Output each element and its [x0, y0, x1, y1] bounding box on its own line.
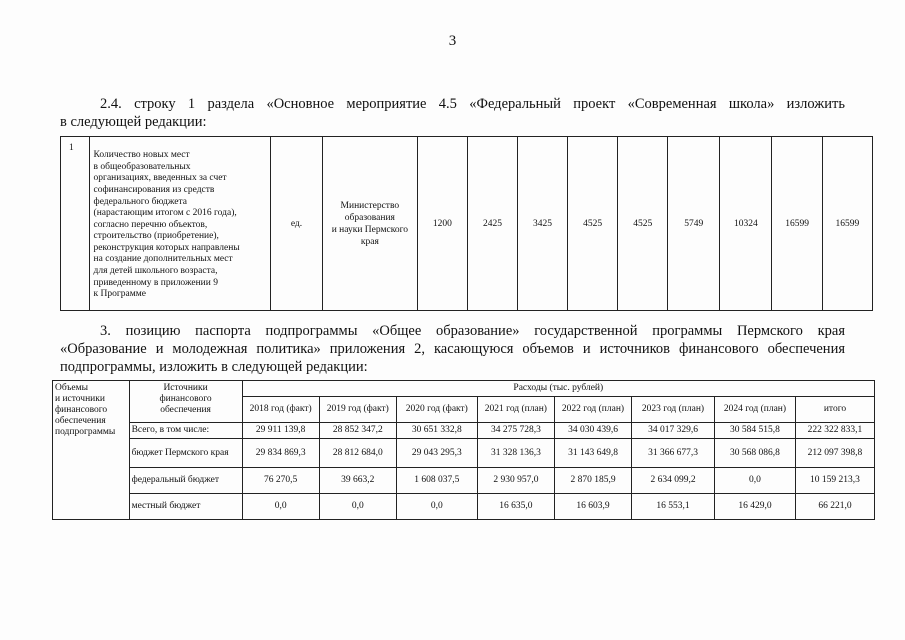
desc-line: организациях, введенных за счет	[93, 173, 227, 184]
row-number: 1	[61, 137, 90, 311]
financing-table	[52, 380, 875, 520]
table-row	[53, 494, 875, 520]
value-cell: 16599	[822, 137, 872, 311]
value-cell: 29 834 869,3	[242, 439, 319, 468]
label-line: Объемы	[55, 383, 88, 393]
value-cell: 222 322 833,1	[795, 423, 874, 439]
value-cell: 34 017 329,6	[632, 423, 715, 439]
desc-line: федерального бюджета	[93, 196, 188, 207]
value-cell: 28 852 347,2	[319, 423, 396, 439]
goal-indicator-table	[60, 136, 873, 311]
value-cell: 34 030 439,6	[554, 423, 631, 439]
value-cell: 2425	[467, 137, 517, 311]
value-cell: 2 930 957,0	[477, 468, 554, 494]
value-cell: 34 275 728,3	[477, 423, 554, 439]
table-row	[61, 137, 873, 311]
source-cell: бюджет Пермского края	[129, 439, 242, 468]
section-2-4-text	[60, 95, 845, 131]
desc-line: для детей школьного возраста,	[93, 266, 218, 277]
year-header: 2020 год (факт)	[396, 397, 477, 423]
source-cell: федеральный бюджет	[129, 468, 242, 494]
value-cell: 39 663,2	[319, 468, 396, 494]
year-header: 2024 год (план)	[714, 397, 795, 423]
financing-label-cell	[53, 381, 130, 520]
value-cell: 10 159 213,3	[795, 468, 874, 494]
desc-line: на создание дополнительных мест	[93, 254, 233, 265]
desc-line: софинансирования из средств	[93, 184, 215, 195]
page-number: 3	[448, 33, 457, 49]
value-cell: 30 584 515,8	[714, 423, 795, 439]
section-3-line-2: «Образование и молодежная политика» приложения 2, касающуюся объемов и источников финансового обеспечения	[60, 341, 845, 357]
section-2-4-line-1: 2.4. строку 1 раздела «Основное мероприятие 4.5 «Федеральный проект «Современная школа» изложить	[100, 96, 845, 112]
value-cell: 29 043 295,3	[396, 439, 477, 468]
value-cell: 0,0	[396, 494, 477, 520]
value-cell: 5749	[668, 137, 720, 311]
value-cell: 0,0	[242, 494, 319, 520]
value-cell: 16599	[772, 137, 822, 311]
value-cell: 0,0	[714, 468, 795, 494]
value-cell: 31 143 649,8	[554, 439, 631, 468]
value-cell: 3425	[518, 137, 568, 311]
year-header: 2023 год (план)	[632, 397, 715, 423]
value-cell: 4525	[568, 137, 618, 311]
executor-line: края	[360, 236, 379, 247]
desc-line: Количество новых мест	[93, 150, 190, 161]
value-cell: 1200	[417, 137, 467, 311]
label-line: обеспечения	[55, 416, 106, 426]
expenses-header: Расходы (тыс. рублей)	[242, 381, 874, 397]
value-cell: 10324	[720, 137, 772, 311]
value-cell: 28 812 684,0	[319, 439, 396, 468]
unit-cell: ед.	[271, 137, 323, 311]
section-3-line-3: подпрограммы, изложить в следующей редакции:	[60, 359, 368, 375]
year-header: итого	[795, 397, 874, 423]
desc-line: реконструкция которых направлены	[93, 242, 240, 253]
sources-header	[129, 381, 242, 423]
executor-line: Министерство	[340, 200, 400, 211]
header-line: финансового	[159, 394, 212, 404]
value-cell: 2 634 099,2	[632, 468, 715, 494]
table-row	[53, 468, 875, 494]
year-header: 2021 год (план)	[477, 397, 554, 423]
value-cell: 16 429,0	[714, 494, 795, 520]
executor-cell	[322, 137, 417, 311]
year-header: 2019 год (факт)	[319, 397, 396, 423]
value-cell: 66 221,0	[795, 494, 874, 520]
desc-line: согласно перечню объектов,	[93, 219, 208, 230]
executor-line: образования	[344, 212, 395, 223]
table-row	[53, 423, 875, 439]
section-3-text	[60, 322, 845, 376]
value-cell: 31 366 677,3	[632, 439, 715, 468]
section-3-line-1: 3. позицию паспорта подпрограммы «Общее образование» государственной программы Пермского края	[100, 323, 845, 339]
header-line: обеспечения	[160, 405, 211, 415]
table-row	[53, 381, 875, 397]
desc-line: к Программе	[93, 289, 147, 300]
label-line: и источники	[55, 394, 105, 404]
table-row	[53, 439, 875, 468]
value-cell: 16 553,1	[632, 494, 715, 520]
value-cell: 2 870 185,9	[554, 468, 631, 494]
value-cell: 30 651 332,8	[396, 423, 477, 439]
value-cell: 212 097 398,8	[795, 439, 874, 468]
value-cell: 0,0	[319, 494, 396, 520]
desc-line: (нарастающим итогом с 2016 года),	[93, 208, 237, 219]
desc-line: в общеобразовательных	[93, 161, 191, 172]
value-cell: 30 568 086,8	[714, 439, 795, 468]
source-cell: Всего, в том числе:	[129, 423, 242, 439]
value-cell: 16 635,0	[477, 494, 554, 520]
section-2-4-line-2: в следующей редакции:	[60, 114, 207, 130]
desc-line: строительство (приобретение),	[93, 231, 219, 242]
desc-line: приведенному в приложении 9	[93, 277, 218, 288]
header-line: Источники	[163, 383, 208, 393]
year-header: 2022 год (план)	[554, 397, 631, 423]
value-cell: 76 270,5	[242, 468, 319, 494]
value-cell: 4525	[618, 137, 668, 311]
value-cell: 31 328 136,3	[477, 439, 554, 468]
source-cell: местный бюджет	[129, 494, 242, 520]
label-line: финансового	[55, 405, 108, 415]
label-line: подпрограммы	[55, 427, 116, 437]
year-header: 2018 год (факт)	[242, 397, 319, 423]
value-cell: 16 603,9	[554, 494, 631, 520]
value-cell: 1 608 037,5	[396, 468, 477, 494]
executor-line: и науки Пермского	[331, 224, 408, 235]
indicator-description	[89, 137, 271, 311]
value-cell: 29 911 139,8	[242, 423, 319, 439]
